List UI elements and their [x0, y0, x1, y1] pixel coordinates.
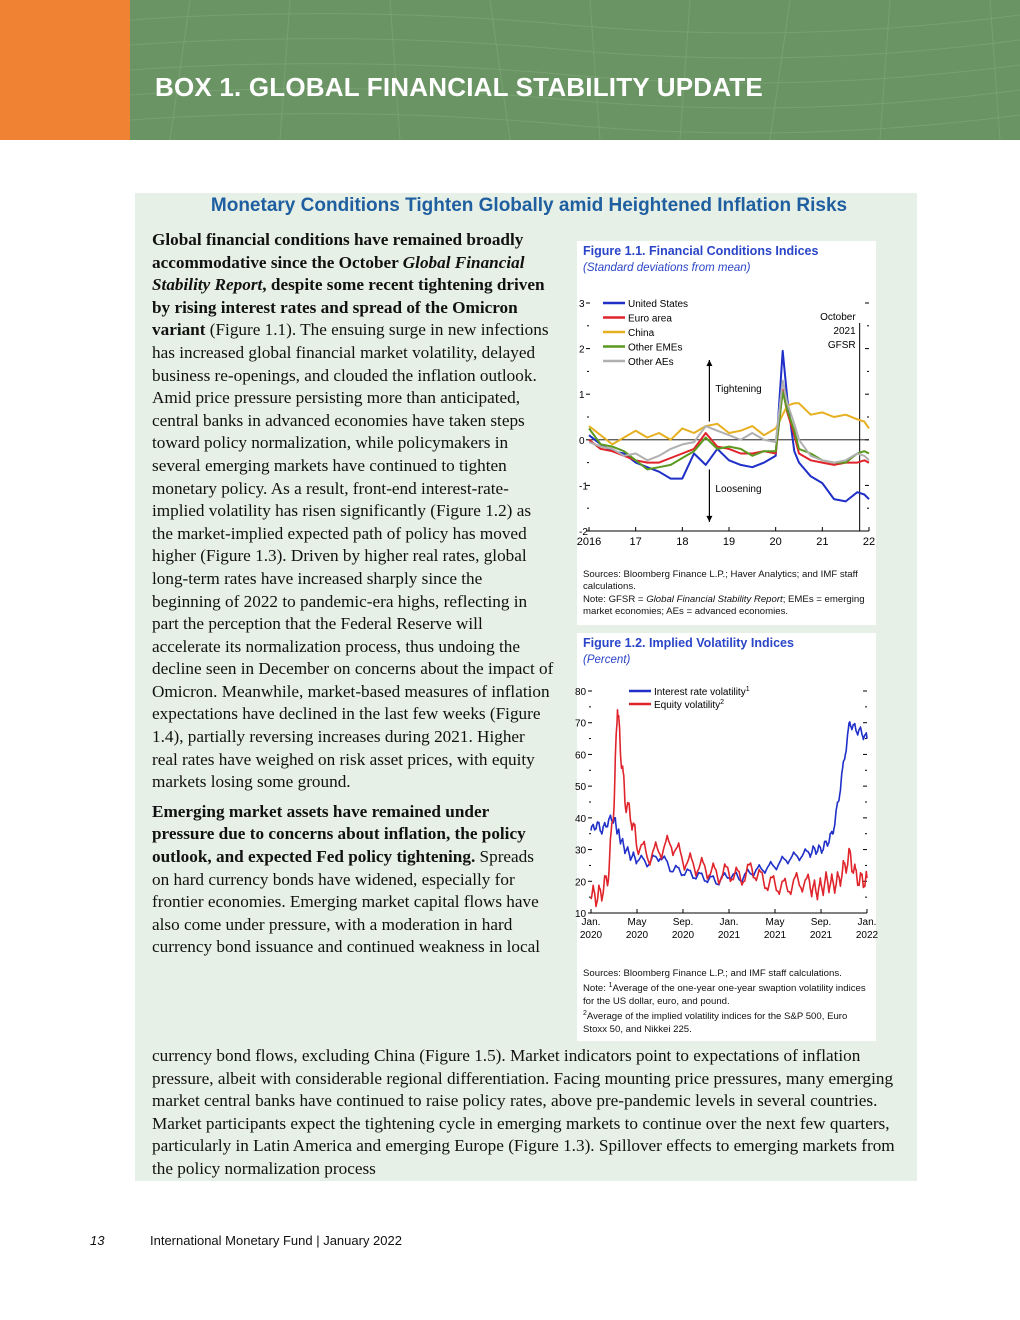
- chart1-legend-label: Other EMEs: [628, 342, 683, 354]
- figure-1-2-title: Figure 1.2. Implied Volatility Indices: [583, 636, 794, 650]
- body-continuation: [152, 1045, 910, 1181]
- chart1-xtick-label: 17: [629, 536, 642, 548]
- chart1-legend-label: China: [628, 328, 655, 339]
- chart1-xtick-label: 2016: [576, 536, 602, 548]
- chart2-series-equity-volatility: [591, 710, 867, 907]
- chart2-legend-label: Interest rate volatility$^1$: [654, 686, 750, 698]
- header-banner: [0, 0, 1020, 140]
- chart1-gfsr-label: October: [820, 312, 856, 323]
- figure-1-2-subtitle: (Percent): [583, 654, 631, 666]
- p2-text: Spreads on hard currency bonds have widened, especially for frontier economies. Emerging market capital flows have also come under pressure, with a moderation in hard currency bond issuance and continued weakness in local: [152, 847, 541, 957]
- chart2-xtick-label-year: 2021: [763, 930, 787, 941]
- figure-1-2-note1-sup: 1: [608, 982, 613, 990]
- paragraph-2: [152, 801, 554, 959]
- figure-1-2: [575, 633, 879, 1041]
- figure-1-1-chart: [577, 281, 876, 551]
- chart2-xtick-label-year: 2020: [625, 930, 649, 941]
- chart1-ytick-label: 0: [579, 435, 585, 447]
- chart1-legend-label: Other AEs: [628, 357, 674, 368]
- chart2-xtick-label-year: 2022: [855, 930, 879, 941]
- p1-lead-a: Global financial conditions have remained broadly accommodative since the October: [152, 230, 524, 272]
- chart2-ytick-label: 30: [575, 845, 587, 857]
- chart1-xtick-label: 18: [676, 536, 689, 548]
- chart2-legend-sup: 1: [745, 686, 750, 693]
- chart2-ytick-label: 60: [575, 750, 587, 762]
- chart2-ytick-label: 40: [575, 813, 587, 825]
- figure-1-1-subtitle: (Standard deviations from mean): [583, 262, 751, 274]
- figure-1-2-note2-sup: 2: [583, 1010, 587, 1018]
- p1-lead-italic: Global Financial Stability Report: [152, 252, 525, 295]
- figure-1-1-note-prefix: Note: GFSR =: [583, 593, 647, 605]
- chart1-xtick-label: 19: [722, 536, 736, 548]
- chart2-xtick-label-year: 2021: [717, 930, 741, 941]
- banner-grid-pattern: [130, 0, 1020, 140]
- p1-text: (Figure 1.1). The ensuing surge in new infections has increased global financial market volatility, delayed business re-openings, and clouded the inflation outlook. Amid price pressure persisting more than anticipated, central banks in advanced economies have taken steps toward policy normalization, while policymakers in several emerging markets have continued to tighten monetary policy. As a result, front-end interest-rate-implied volatility has risen significantly (Figure 1.2) as the market-implied expected path of policy has moved higher (Figure 1.3). Driven by higher real rates, global long-term rates have increased sharply since the beginning of 2022 to pandemic-era highs, reflecting in part the perception that the Federal Reserve will accelerate its normalization process, thus undoing the decline seen in December on concerns about the impact of Omicron. Meanwhile, market-based measures of inflation expectations have declined in the last few weeks (Figure 1.4), partially reversing increases during 2021. Higher real rates have weighed on risk asset prices, with equity markets losing some ground.: [152, 320, 554, 792]
- chart1-xtick-label: 21: [816, 536, 829, 548]
- chart1-xtick-label: 22: [862, 536, 876, 548]
- chart2-ytick-label: 70: [575, 718, 587, 730]
- chart1-series-china: [589, 403, 869, 444]
- page-number: 13: [90, 1233, 105, 1248]
- chart1-gfsr-label: GFSR: [827, 340, 856, 351]
- chart1-ytick-label: -2: [579, 527, 588, 538]
- chart1-axes: [577, 299, 875, 548]
- chart1-series-united-states: [589, 351, 869, 502]
- figure-1-2-chart: [575, 678, 879, 968]
- figure-1-1-note-italic: Global Financial Stability Report: [646, 593, 783, 605]
- chart2-xtick-label-year: 2020: [579, 930, 603, 941]
- chart2-ytick-label: 10: [575, 909, 587, 920]
- chart2-legend-sup: 2: [720, 699, 725, 706]
- chart2-axes: [575, 687, 879, 941]
- chart2-xtick-label-month: May: [765, 917, 785, 928]
- chart2-ytick-label: 80: [575, 687, 587, 698]
- chart1-series-other-emes: [589, 392, 869, 470]
- chart1-loosening-arrowhead: [706, 516, 712, 522]
- chart1-tightening-label: Tightening: [715, 383, 762, 395]
- page-title: BOX 1. GLOBAL FINANCIAL STABILITY UPDATE: [155, 72, 763, 102]
- p2-lead: Emerging market assets have remained under pressure due to concerns about inflation, the policy outlook, and expected Fed policy tightening.: [152, 801, 526, 867]
- chart2-xtick-label-month: Jan.: [719, 917, 739, 928]
- chart1-tightening-arrowhead: [706, 360, 712, 366]
- figure-1-2-note1: Average of the one-year one-year swaption volatility indices for the US dollar, euro, and pound.: [583, 983, 866, 1007]
- figure-1-2-note-prefix: Note:: [583, 983, 609, 995]
- banner-orange-block: [0, 0, 130, 140]
- chart1-ytick-label: -1: [579, 481, 588, 493]
- figure-1-1-title: Figure 1.1. Financial Conditions Indices: [583, 244, 819, 258]
- chart1-loosening-label: Loosening: [715, 484, 762, 496]
- figure-1-2-note2: Average of the implied volatility indices for the S&P 500, Euro Stoxx 50, and Nikkei 225.: [583, 1011, 848, 1035]
- figure-1-2-sources: [583, 968, 873, 1036]
- chart1-gfsr-label: 2021: [833, 326, 856, 337]
- chart1-xtick-label: 20: [769, 536, 782, 548]
- p1-lead-b: , despite some recent tightening driven by rising interest rates and spread of the Omicron variant: [152, 275, 545, 340]
- chart1-ytick-label: 3: [579, 299, 585, 310]
- chart2-legend: [629, 686, 750, 711]
- figure-1-1: [577, 241, 876, 625]
- chart2-series-interest-rate-volatility: [591, 722, 867, 885]
- chart2-xtick-label-month: Jan.: [857, 917, 877, 928]
- figure-1-1-source-text: Sources: Bloomberg Finance L.P.; Haver Analytics; and IMF staff calculations.: [583, 569, 858, 593]
- chart2-xtick-label-year: 2020: [671, 930, 695, 941]
- chart2-xtick-label-month: Jan.: [581, 917, 601, 928]
- chart2-xtick-label-month: May: [627, 917, 647, 928]
- paragraph-1: [152, 229, 554, 794]
- footer-text: International Monetary Fund | January 2022: [150, 1233, 402, 1248]
- chart2-ytick-label: 20: [575, 877, 587, 889]
- paragraph-2-continued: currency bond flows, excluding China (Figure 1.5). Market indicators point to expectations of inflation pressure, albeit with considerable regional differentiation. Facing mounting price pressures, many emerging market central banks have continued to raise policy rates, above pre-pandemic levels in several countries. Market participants expect the tightening cycle in emerging markets to continue over the next few quarters, particularly in Latin America and emerging Europe (Figure 1.3). Spillover effects to emerging markets from the policy normalization process: [152, 1046, 895, 1178]
- chart2-xtick-label-month: Sep.: [672, 917, 694, 928]
- chart2-legend-label: Equity volatility$^2$: [654, 699, 725, 711]
- chart1-legend-label: United States: [628, 299, 689, 310]
- chart1-legend-label: Euro area: [628, 313, 672, 325]
- figure-1-2-source-text: Sources: Bloomberg Finance L.P.; and IMF staff calculations.: [583, 968, 842, 979]
- chart2-xtick-label-month: Sep.: [810, 917, 832, 928]
- chart2-xtick-label-year: 2021: [809, 930, 833, 941]
- figure-1-1-sources: [583, 569, 873, 619]
- chart1-lines: [589, 351, 869, 502]
- figure-1-1-note-rest: ; EMEs = emerging market economies; AEs = advanced economies.: [583, 593, 865, 618]
- box-title: Monetary Conditions Tighten Globally amid Heightened Inflation Risks: [210, 195, 848, 216]
- chart1-ytick-label: 2: [579, 344, 585, 356]
- chart2-ytick-label: 50: [575, 782, 587, 794]
- chart2-lines: [591, 710, 867, 907]
- body-column: [152, 229, 554, 966]
- chart1-legend: [603, 299, 688, 368]
- chart1-ytick-label: 1: [579, 390, 585, 402]
